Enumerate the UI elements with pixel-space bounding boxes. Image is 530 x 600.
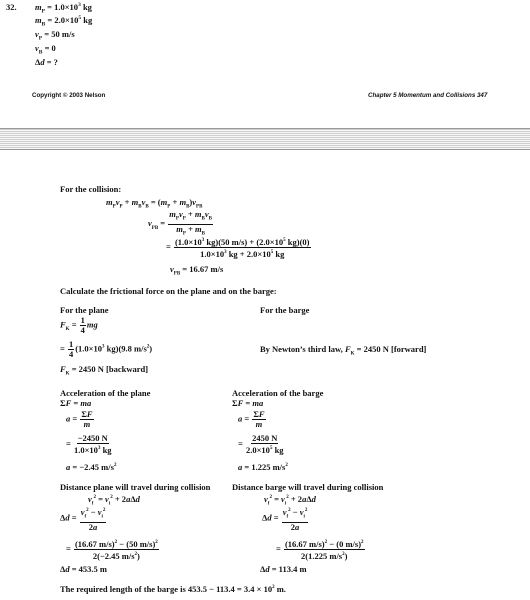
collision-solve-equation: $v_{PB}$ = $\frac{m_Pv_P + m_Bv_B}{m_P + m_B}$ bbox=[148, 209, 212, 237]
given-mass-barge: $m_B = 2.0\times 10^5$ kg bbox=[35, 15, 93, 28]
distance-barge-kin-eq: $v_f^2 = v_i^2 + 2a\Delta d$ bbox=[264, 494, 316, 507]
accel-barge-substitution: = $\frac{2450 N}{2.0\times 10^5 kg}$ bbox=[238, 433, 284, 455]
accel-plane-a-equation: a = $\frac{\Sigma F}{m}$ bbox=[66, 409, 93, 429]
distance-barge-result: Δd = 113.4 m bbox=[260, 564, 307, 574]
accel-plane-substitution: = $\frac{-2450 N}{1.0\times 10^3 kg}$ bbox=[66, 433, 112, 455]
given-velocity-barge: $v_B = 0$ bbox=[35, 43, 56, 56]
page-break-divider bbox=[0, 128, 530, 150]
accel-plane-heading: Acceleration of the plane bbox=[60, 388, 151, 398]
chapter-footer: Chapter 5 Momentum and Collisions 347 bbox=[368, 92, 488, 99]
friction-barge-text: By Newton’s third law, $F_K = 2450$ N [forward] bbox=[260, 344, 427, 357]
distance-barge-substitution: = $\frac{(16.67 m/s)^2 - (0 m/s)^2}{2(1.225 m/s^2)}$ bbox=[276, 538, 364, 561]
distance-plane-kin-eq: $v_f^2 = v_i^2 + 2a\Delta d$ bbox=[88, 494, 140, 507]
given-mass-plane: $m_P = 1.0\times 10^3$ kg bbox=[35, 2, 92, 15]
accel-plane-sumf: ΣF = ma bbox=[60, 398, 92, 408]
distance-barge-d-eq: Δd = $\frac{v_f^2 - v_i^2}{2a}$ bbox=[262, 506, 308, 532]
collision-momentum-equation: $m_Pv_P + m_Bv_B = (m_P + m_B)v_{PB}$ bbox=[106, 197, 203, 210]
collision-result: $v_{PB} = 16.67$ m/s bbox=[170, 264, 224, 277]
friction-plane-substitution: = $\frac{1}{4}$ ($1.0\times 10^3$ kg)(9.8 $m/s^2$) bbox=[60, 339, 153, 359]
problem-number: 32. bbox=[6, 2, 17, 12]
distance-plane-heading: Distance plane will travel during collision bbox=[60, 482, 211, 492]
conclusion-text: The required length of the barge is $453.5 - 113.4 = 3.4 \times 10^2$ m. bbox=[60, 584, 286, 594]
distance-plane-d-eq: Δd = $\frac{v_f^2 - v_i^2}{2a}$ bbox=[60, 506, 106, 532]
accel-barge-result: a = 1.225 $m/s^2$ bbox=[238, 462, 288, 472]
distance-plane-result: Δd = 453.5 m bbox=[60, 564, 108, 574]
accel-barge-heading: Acceleration of the barge bbox=[232, 388, 324, 398]
copyright-text: Copyright © 2003 Nelson bbox=[32, 92, 106, 99]
friction-plane-result: $F_K = 2450$ N [backward] bbox=[60, 364, 149, 377]
distance-plane-substitution: = $\frac{(16.67 m/s)^2 - (50 m/s)^2}{2(-2.45 m/s^2)}$ bbox=[66, 538, 158, 561]
friction-barge-heading: For the barge bbox=[260, 305, 310, 315]
given-unknown-distance: Δd = ? bbox=[35, 57, 58, 67]
friction-plane-equation: $F_K$ = $\frac{1}{4}$ mg bbox=[60, 315, 98, 335]
accel-barge-a-equation: a = $\frac{\Sigma F}{m}$ bbox=[238, 409, 265, 429]
given-velocity-plane: $v_P = 50$ m/s bbox=[35, 29, 75, 42]
accel-barge-sumf: ΣF = ma bbox=[232, 398, 264, 408]
distance-barge-heading: Distance barge will travel during collision bbox=[232, 482, 384, 492]
accel-plane-result: a = −2.45 $m/s^2$ bbox=[66, 462, 117, 472]
collision-substitution: = $\frac{(1.0\times 10^3 kg)(50 m/s) + (2.0\times 10^5 kg)(0)}{1.0\times 10^3 kg + 2.0\times 10^5 kg}$ bbox=[166, 236, 310, 259]
collision-heading: For the collision: bbox=[60, 184, 122, 194]
friction-plane-heading: For the plane bbox=[60, 305, 109, 315]
friction-heading: Calculate the frictional force on the plane and on the barge: bbox=[60, 286, 277, 296]
